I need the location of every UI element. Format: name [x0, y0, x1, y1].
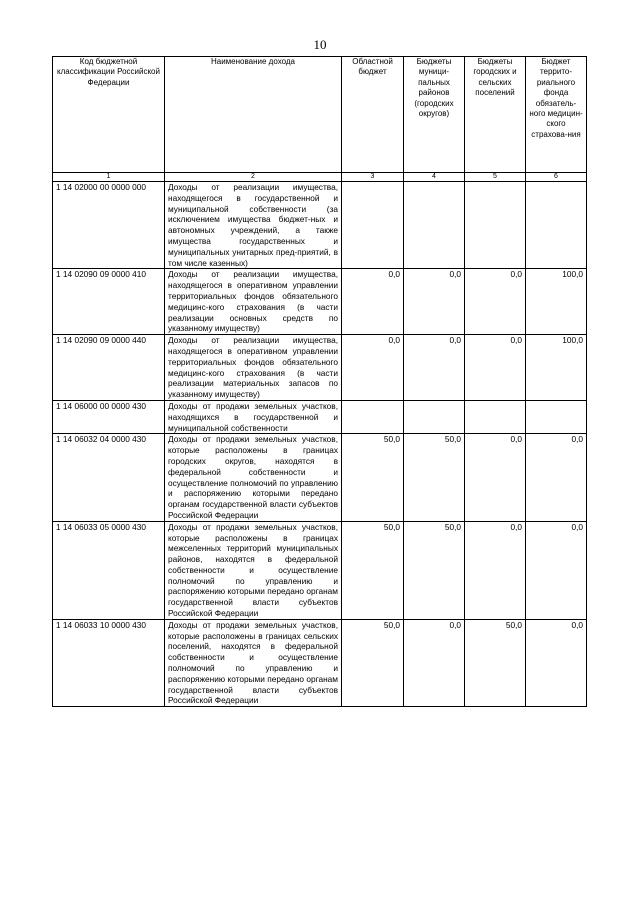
row-fund-value: 0,0	[526, 521, 587, 619]
row-name: Доходы от реализации имущества, находящегося в оперативном управлении территориальных фондов обязательного медицинс-кого страхования (в части реализации материальных запасов по указанному имуществу)	[165, 335, 342, 401]
row-code: 1 14 06000 00 0000 430	[53, 400, 165, 433]
row-regional-value	[342, 400, 404, 433]
row-code: 1 14 02090 09 0000 440	[53, 335, 165, 401]
row-fund-value: 0,0	[526, 434, 587, 521]
row-municipal-value: 50,0	[404, 521, 465, 619]
row-fund-value	[526, 182, 587, 269]
row-code: 1 14 02090 09 0000 410	[53, 269, 165, 335]
row-regional-value: 50,0	[342, 434, 404, 521]
row-municipal-value: 0,0	[404, 619, 465, 706]
row-settlement-value: 0,0	[465, 269, 526, 335]
row-municipal-value: 0,0	[404, 335, 465, 401]
row-settlement-value: 0,0	[465, 335, 526, 401]
row-fund-value: 100,0	[526, 269, 587, 335]
header-medical-insurance-fund: Бюджет террито-риального фонда обязатель-ного медицин-ского страхова-ния	[526, 57, 587, 173]
row-name: Доходы от продажи земельных участков, находящихся в государственной и муниципальной собственности	[165, 400, 342, 433]
row-municipal-value	[404, 400, 465, 433]
column-number: 5	[465, 173, 526, 182]
row-code: 1 14 06033 05 0000 430	[53, 521, 165, 619]
header-code: Код бюджетной классификации Российской Федерации	[53, 57, 165, 173]
row-settlement-value	[465, 182, 526, 269]
table-row	[53, 182, 587, 269]
table-row	[53, 434, 587, 521]
row-regional-value: 0,0	[342, 269, 404, 335]
row-fund-value	[526, 400, 587, 433]
row-name: Доходы от продажи земельных участков, которые расположены в границах городских округов, находятся в федеральной собственности и осуществление полномочий по управлению и распоряжению которыми передано органам государственной власти субъектов Российской Федерации	[165, 434, 342, 521]
row-code: 1 14 02000 00 0000 000	[53, 182, 165, 269]
table-row	[53, 269, 587, 335]
row-fund-value: 0,0	[526, 619, 587, 706]
row-name: Доходы от продажи земельных участков, которые расположены в границах сельских поселений, находятся в федеральной собственности и осуществление полномочий по управлению и распоряжению которыми передано органам государственной власти субъектов Российской Федерации	[165, 619, 342, 706]
column-number: 4	[404, 173, 465, 182]
header-row	[53, 57, 587, 173]
page-number: 10	[313, 37, 327, 52]
row-regional-value: 50,0	[342, 521, 404, 619]
column-number-row	[53, 173, 587, 182]
row-regional-value: 50,0	[342, 619, 404, 706]
header-municipal-districts: Бюджеты муници-пальных районов (городских округов)	[404, 57, 465, 173]
row-settlement-value: 0,0	[465, 434, 526, 521]
row-name: Доходы от реализации имущества, находящегося в государственной и муниципальной собственности (за исключением имущества бюджет-ных и автономных учреждений, а также имущества государственных и муниципальных унитарных пред-приятий, в том числе казенных)	[165, 182, 342, 269]
row-fund-value: 100,0	[526, 335, 587, 401]
row-regional-value: 0,0	[342, 335, 404, 401]
row-settlement-value: 0,0	[465, 521, 526, 619]
row-regional-value	[342, 182, 404, 269]
column-number: 2	[165, 173, 342, 182]
row-code: 1 14 06033 10 0000 430	[53, 619, 165, 706]
header-settlements: Бюджеты городских и сельских поселений	[465, 57, 526, 173]
table-row	[53, 521, 587, 619]
column-number: 1	[53, 173, 165, 182]
row-municipal-value	[404, 182, 465, 269]
row-name: Доходы от реализации имущества, находящегося в оперативном управлении территориальных фондов обязательного медицинс-кого страхования (в части реализации основных средств по указанному имуществу)	[165, 269, 342, 335]
table-row	[53, 619, 587, 706]
table-row	[53, 400, 587, 433]
column-number: 3	[342, 173, 404, 182]
row-code: 1 14 06032 04 0000 430	[53, 434, 165, 521]
header-name: Наименование дохода	[165, 57, 342, 173]
row-name: Доходы от продажи земельных участков, которые расположены в границах межселенных территорий муниципальных районов, находятся в федеральной собственности и осуществление полномочий по управлению и распоряжению которыми передано органам государственной власти субъектов Российской Федерации	[165, 521, 342, 619]
row-settlement-value: 50,0	[465, 619, 526, 706]
row-municipal-value: 0,0	[404, 269, 465, 335]
header-regional-budget: Областной бюджет	[342, 57, 404, 173]
row-municipal-value: 50,0	[404, 434, 465, 521]
revenue-distribution-table	[52, 56, 587, 707]
table-row	[53, 335, 587, 401]
column-number: 6	[526, 173, 587, 182]
row-settlement-value	[465, 400, 526, 433]
